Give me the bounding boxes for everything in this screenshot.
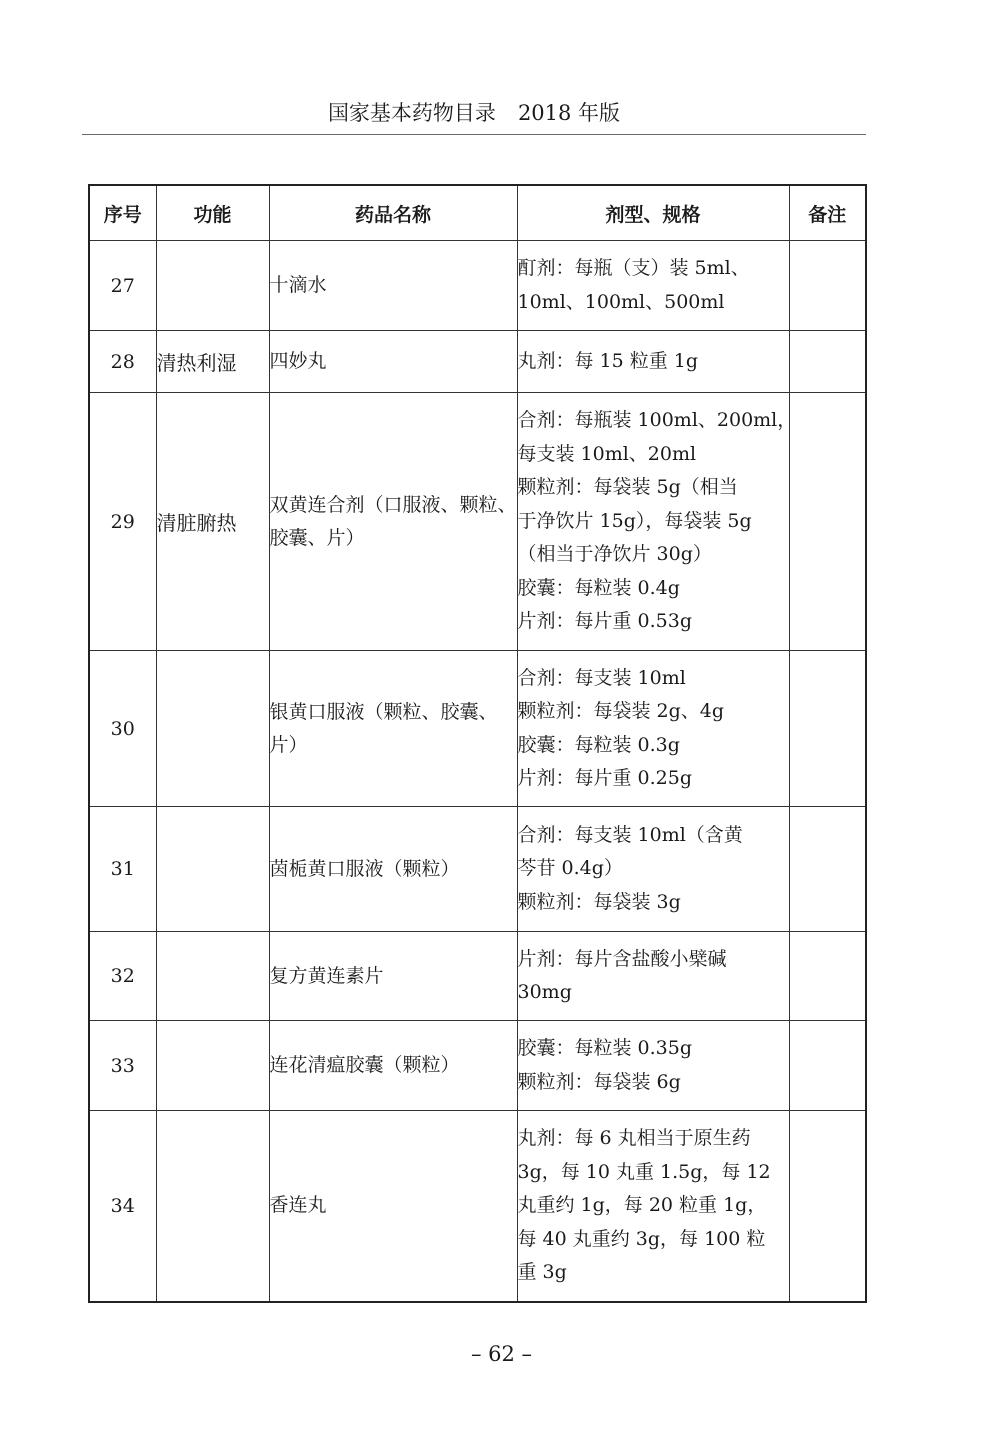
page-number: – 62 –: [470, 1342, 533, 1366]
row-drug-name: 复方黄连素片: [269, 932, 517, 1021]
spec-line: 丸剂：每 15 粒重 1g: [517, 349, 699, 372]
row-dosage-spec: [517, 932, 789, 1021]
catalog-edition: 2018 年版: [517, 101, 621, 125]
row-function: [156, 241, 269, 331]
spec-line: 于净饮片 15g），每袋装 5g: [517, 509, 752, 532]
column-header-remarks: 备注: [789, 185, 866, 241]
row-drug-name: 香连丸: [269, 1111, 517, 1302]
column-header-dosage-spec: 剂型、规格: [517, 185, 789, 241]
spec-line: 3g，每 10 丸重 1.5g，每 12: [517, 1160, 771, 1183]
spec-line: 胶囊：每粒装 0.3g: [517, 733, 680, 756]
spec-line: 每 40 丸重约 3g，每 100 粒: [517, 1227, 766, 1250]
row-drug-name: 银黄口服液（颗粒、胶囊、片）: [269, 651, 517, 807]
spec-line: 重 3g: [517, 1261, 567, 1283]
row-drug-name: 茵栀黄口服液（颗粒）: [269, 807, 517, 932]
drug-table: [88, 184, 867, 1303]
table-row: [89, 1111, 866, 1302]
spec-line: 10ml、100ml、500ml: [517, 290, 725, 313]
spec-line: 酊剂：每瓶（支）装 5ml、: [517, 257, 750, 279]
table-row: [89, 932, 866, 1021]
row-drug-name: 双黄连合剂（口服液、颗粒、胶囊、片）: [269, 393, 517, 651]
spec-line: 合剂：每支装 10ml: [517, 666, 686, 689]
row-number: 29: [89, 393, 156, 651]
row-number: 28: [89, 331, 156, 393]
spec-line: 丸剂：每 6 丸相当于原生药: [517, 1127, 751, 1149]
row-dosage-spec: [517, 331, 789, 393]
row-function: [156, 1021, 269, 1111]
row-remarks: [789, 393, 866, 651]
catalog-title: 国家基本药物目录: [327, 101, 496, 125]
row-drug-name: 四妙丸: [269, 331, 517, 393]
table-row: [89, 1021, 866, 1111]
column-header-number: 序号: [89, 185, 156, 241]
spec-line: 颗粒剂：每袋装 6g: [517, 1070, 681, 1093]
row-number: 33: [89, 1021, 156, 1111]
spec-line: 片剂：每片重 0.25g: [517, 767, 693, 789]
row-dosage-spec: [517, 651, 789, 807]
row-dosage-spec: [517, 1111, 789, 1302]
spec-line: 颗粒剂：每袋装 2g、4g: [517, 700, 725, 722]
row-dosage-spec: [517, 807, 789, 932]
row-number: 30: [89, 651, 156, 807]
row-remarks: [789, 241, 866, 331]
row-remarks: [789, 807, 866, 932]
row-remarks: [789, 651, 866, 807]
row-function: [156, 932, 269, 1021]
row-number: 34: [89, 1111, 156, 1302]
spec-line: 颗粒剂：每袋装 5g（相当: [517, 476, 738, 499]
table-row: [89, 393, 866, 651]
table-row: [89, 331, 866, 393]
row-number: 27: [89, 241, 156, 331]
row-number: 31: [89, 807, 156, 932]
spec-line: 片剂：每片重 0.53g: [517, 610, 693, 633]
spec-line: 合剂：每瓶装 100ml、200ml，: [517, 409, 797, 432]
row-remarks: [789, 1021, 866, 1111]
spec-line: 胶囊：每粒装 0.35g: [517, 1037, 693, 1059]
spec-line: 合剂：每支装 10ml（含黄: [517, 823, 743, 846]
row-function: [156, 807, 269, 932]
column-header-function: 功能: [156, 185, 269, 241]
column-header-drug-name: 药品名称: [269, 185, 517, 241]
spec-line: 30mg: [517, 981, 572, 1003]
table-row: [89, 651, 866, 807]
row-remarks: [789, 1111, 866, 1302]
row-dosage-spec: [517, 1021, 789, 1111]
table-header-row: [89, 185, 866, 241]
row-remarks: [789, 331, 866, 393]
row-function: 清热利湿: [156, 331, 269, 393]
spec-line: 片剂：每片含盐酸小檗碱: [517, 947, 727, 970]
page-header: [82, 96, 866, 135]
row-remarks: [789, 932, 866, 1021]
row-function: [156, 651, 269, 807]
spec-line: 芩苷 0.4g）: [517, 857, 623, 880]
row-drug-name: 十滴水: [269, 241, 517, 331]
spec-line: 丸重约 1g，每 20 粒重 1g，: [517, 1194, 767, 1216]
row-drug-name: 连花清瘟胶囊（颗粒）: [269, 1021, 517, 1111]
row-function: 清脏腑热: [156, 393, 269, 651]
row-number: 32: [89, 932, 156, 1021]
spec-line: （相当于净饮片 30g）: [517, 543, 712, 566]
spec-line: 每支装 10ml、20ml: [517, 442, 697, 465]
row-function: [156, 1111, 269, 1302]
table-row: [89, 807, 866, 932]
spec-line: 颗粒剂：每袋装 3g: [517, 890, 681, 913]
table-row: [89, 241, 866, 331]
row-dosage-spec: [517, 393, 797, 651]
row-dosage-spec: [517, 241, 789, 331]
spec-line: 胶囊：每粒装 0.4g: [517, 576, 680, 599]
